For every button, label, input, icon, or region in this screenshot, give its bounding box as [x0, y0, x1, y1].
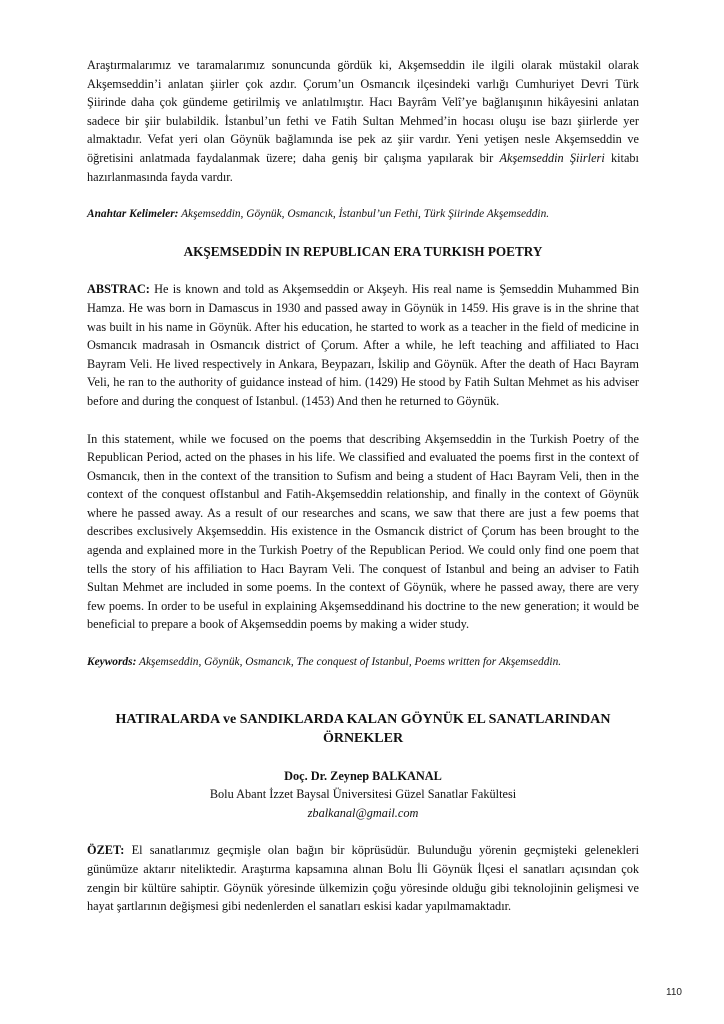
page-number: 110 — [666, 987, 682, 998]
title-line-1: HATIRALARDA ve SANDIKLARDA KALAN GÖYNÜK EL SANATLARINDAN — [115, 711, 611, 727]
english-keywords — [87, 653, 639, 672]
author-affiliation: Bolu Abant İzzet Baysal Üniversitesi Güzel Sanatlar Fakültesi — [209, 787, 517, 802]
abstract-text: He is known and told as Akşemseddin or Akşeyh. His real name is Şemseddin Muhammed Bin Hamza. He was born in Damascus in 1930 and passed away in Göynük in 1459. His grave is in the shrine that was built in his name in Göynük. After his education, he started to work as a teacher in the field of medicine in Osmancık madrasah in Osmancık district of Çorum. After a while, he left teaching and affiliated to Hacı Bayram Veli. He lived respectively in Ankara, Beypazarı, İskilip and Göynük. After the death of Hacı Bayram Veli, he ran to the authority of guidance instead of him. (1429) He stood by Fatih Sultan Mehmet as his adviser before and during the conquest of Istanbul. (1453) And then he returned to Göynük. — [87, 282, 639, 408]
ozet-label: ÖZET: — [87, 843, 125, 858]
title-line-2: ÖRNEKLER — [322, 730, 404, 746]
english-abstract — [87, 280, 639, 410]
turkish-keywords — [87, 205, 639, 224]
english-statement: In this statement, while we focused on the poems that describing Akşemseddin in the Turkish Poetry of the Republican Period, acted on the phases in his life. We classified and evaluated the poems first in the context of Osmancık, then in the context of the transition to Sufism and being a student of Hacı Bayram Veli, then in the context of the conquest ofIstanbul and Fatih-Akşemseddin relationship, and finally in the context of Göynük where he passed away. As a result of our researches and scans, we saw that there are just a few poems that describes exclusively Akşemseddin. His existence in the Osmancık district of Çorum has been brought to the agenda and explained more in the Turkish Poetry of the Republican Period. We could only find one poem that tells the story of his affiliation to Hacı Bayram Veli. The conquest of Istanbul and being an adviser to Fatih Sultan Mehmet are included in some poems. In the context of Göynük, where he passed away, there are very few poems. In order to be useful in explaining Akşemseddinand his doctrine to the new generation; it would be beneficial to prepare a book of Akşemseddin poems by making a wider study. — [87, 431, 639, 632]
keywords-text: Akşemseddin, Göynük, Osmancık, The conquest of Istanbul, Poems written for Akşemseddin. — [136, 656, 562, 669]
second-paper-title — [87, 710, 639, 748]
author-name: Doç. Dr. Zeynep BALKANAL — [284, 768, 442, 783]
second-paper-abstract — [87, 841, 639, 915]
abstract-label: ABSTRAC: — [87, 282, 150, 297]
turkish-abstract-conclusion — [87, 56, 639, 186]
ozet-text: El sanatlarımız geçmişle olan bağın bir köprüsüdür. Bulunduğu yörenin geçmişteki gelenekleri günümüze aktarır niteliktedir. Araştırma kapsamına alınan Bolu İli Göynük İlçesi el sanatları açısından çok zengin bir kültüre sahiptir. Göynük yöresinde ülkemizin çoğu yöresinde olduğu gibi teknolojinin gelişmesi ve hayat şartlarının değişmesi gibi nedenlerden el sanatları eskisi kadar yapılmamaktadır. — [87, 843, 639, 914]
keywords-label: Anahtar Kelimeler: — [87, 208, 179, 221]
conclusion-text: Araştırmalarımız ve taramalarımız sonuncunda gördük ki, Akşemseddin ile ilgili olarak müstakil olarak Akşemseddin’i anlatan şiirler çok azdır. Çorum’un Osmancık ilçesindeki varlığı Cumhuriyet Devri Türk Şiirinde daha çok gündeme getirilmiş ve anlatılmıştır. Hacı Bayrâm Velî’ye bağlanışının hikâyesini anlatan sadece bir şiir bulabildik. İstanbul’un fethi ve Fatih Sultan Mehmed’in hocası oluşu ise bazı şiirlerde yer almaktadır. Vefat yeri olan Göynük bağlamında ise pek az şiir vardır. Yeni yetişen nesle Akşemseddin ve öğretisini anlatmada faydalanmak üzere; daha geniş bir çalışma yapılarak bir — [87, 58, 639, 165]
author-email: zbalkanal@gmail.com — [307, 805, 419, 820]
book-title: Akşemseddin Şiirleri — [499, 150, 605, 165]
document-page — [87, 56, 639, 916]
english-title: AKŞEMSEDDİN IN REPUBLICAN ERA TURKISH POETRY — [183, 243, 543, 259]
conclusion-text-end: kitabı hazırlanmasında fayda vardır. — [87, 150, 639, 184]
keywords-label: Keywords: — [87, 656, 137, 669]
keywords-text: Akşemseddin, Göynük, Osmancık, İstanbul’un Fethi, Türk Şiirinde Akşemseddin. — [178, 208, 550, 221]
